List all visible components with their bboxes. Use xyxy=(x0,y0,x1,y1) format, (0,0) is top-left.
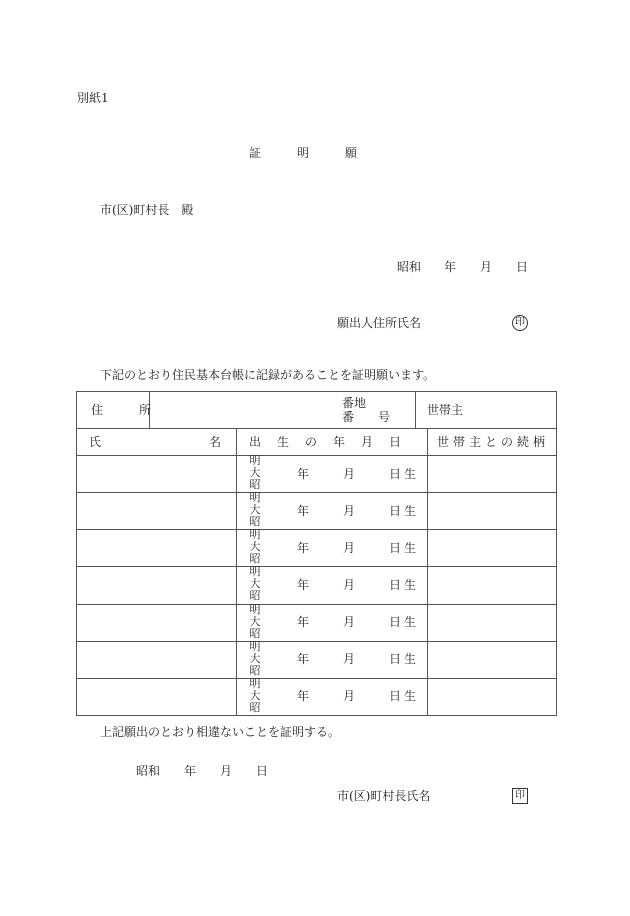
era-option: 明 xyxy=(249,639,261,653)
birth-month: 月 xyxy=(343,652,356,667)
era-option: 昭 xyxy=(249,663,261,677)
birth-month: 月 xyxy=(343,503,356,518)
era-option: 昭 xyxy=(249,515,261,529)
era-option: 大 xyxy=(249,577,261,591)
date-day-bottom: 日 xyxy=(256,764,269,778)
era-option: 昭 xyxy=(249,589,261,603)
attachment-label: 別紙1 xyxy=(77,91,109,105)
birth-month: 月 xyxy=(343,577,356,592)
address-label: 住 所 xyxy=(91,403,152,417)
era-option: 明 xyxy=(249,491,261,505)
birth-year: 年 xyxy=(297,652,310,667)
date-day: 日 xyxy=(516,260,529,274)
table-row xyxy=(77,455,556,492)
era-options xyxy=(249,566,261,602)
birth-year: 年 xyxy=(297,503,310,518)
birth-year: 年 xyxy=(297,540,310,555)
document-title: 証 明 願 xyxy=(249,146,358,160)
name-header: 氏 名 xyxy=(89,435,222,449)
birth-year: 年 xyxy=(297,466,310,481)
date-month-bottom: 月 xyxy=(220,764,233,778)
birth-day: 日生 xyxy=(389,503,420,518)
official-seal-mark: 印 xyxy=(512,788,528,804)
birth-year: 年 xyxy=(297,615,310,630)
birth-day: 日生 xyxy=(389,466,420,481)
era-option: 大 xyxy=(249,466,261,479)
householder-label: 世帯主 xyxy=(427,403,464,417)
birth-year: 年 xyxy=(297,577,310,592)
era-option: 大 xyxy=(249,503,261,517)
era-options xyxy=(249,455,261,491)
table-row xyxy=(77,529,556,566)
applicant-label: 願出人住所氏名 xyxy=(337,316,422,330)
date-era-bottom: 昭和 xyxy=(136,764,161,778)
table-row xyxy=(77,492,556,529)
birth-day: 日生 xyxy=(389,689,420,704)
era-options xyxy=(249,492,261,528)
intro-text: 下記のとおり住民基本台帳に記録があることを証明願います。 xyxy=(100,368,436,382)
registry-table xyxy=(76,391,557,716)
era-option: 大 xyxy=(249,540,261,554)
table-row xyxy=(77,678,556,715)
era-option: 明 xyxy=(249,602,261,616)
era-options xyxy=(249,604,261,640)
date-month: 月 xyxy=(480,260,493,274)
date-year-bottom: 年 xyxy=(184,764,197,778)
birth-day: 日生 xyxy=(389,540,420,555)
birth-day: 日生 xyxy=(389,577,420,592)
era-option: 明 xyxy=(249,528,261,542)
table-row xyxy=(77,641,556,678)
birth-day: 日生 xyxy=(389,615,420,630)
seal-mark: 印 xyxy=(512,315,528,331)
date-year: 年 xyxy=(444,260,457,274)
mayor-label: 市(区)町村長氏名 xyxy=(337,789,431,803)
birth-year: 年 xyxy=(297,689,310,704)
birth-month: 月 xyxy=(343,689,356,704)
era-option: 大 xyxy=(249,688,261,702)
relation-header: 世帯主との続柄 xyxy=(437,435,550,449)
number-label: 番 号 xyxy=(342,410,391,424)
addressee: 市(区)町村長 殿 xyxy=(100,203,194,217)
table-row xyxy=(77,566,556,603)
era-option: 昭 xyxy=(249,478,261,491)
birth-month: 月 xyxy=(343,466,356,481)
era-option: 明 xyxy=(249,454,261,467)
era-option: 昭 xyxy=(249,700,261,714)
era-option: 昭 xyxy=(249,626,261,640)
era-option: 明 xyxy=(249,565,261,579)
birth-month: 月 xyxy=(343,615,356,630)
birth-month: 月 xyxy=(343,540,356,555)
birth-header: 出 生 の 年 月 日 xyxy=(249,435,404,449)
era-options xyxy=(249,641,261,677)
date-era: 昭和 xyxy=(397,260,422,274)
birth-day: 日生 xyxy=(389,652,420,667)
era-option: 大 xyxy=(249,651,261,665)
era-options xyxy=(249,529,261,565)
era-option: 明 xyxy=(249,676,261,690)
era-options xyxy=(249,678,261,714)
era-option: 大 xyxy=(249,614,261,628)
table-row xyxy=(77,604,556,641)
era-option: 昭 xyxy=(249,552,261,566)
lot-label: 番地 xyxy=(342,396,367,410)
certify-text: 上記願出のとおり相違ないことを証明する。 xyxy=(100,725,341,739)
